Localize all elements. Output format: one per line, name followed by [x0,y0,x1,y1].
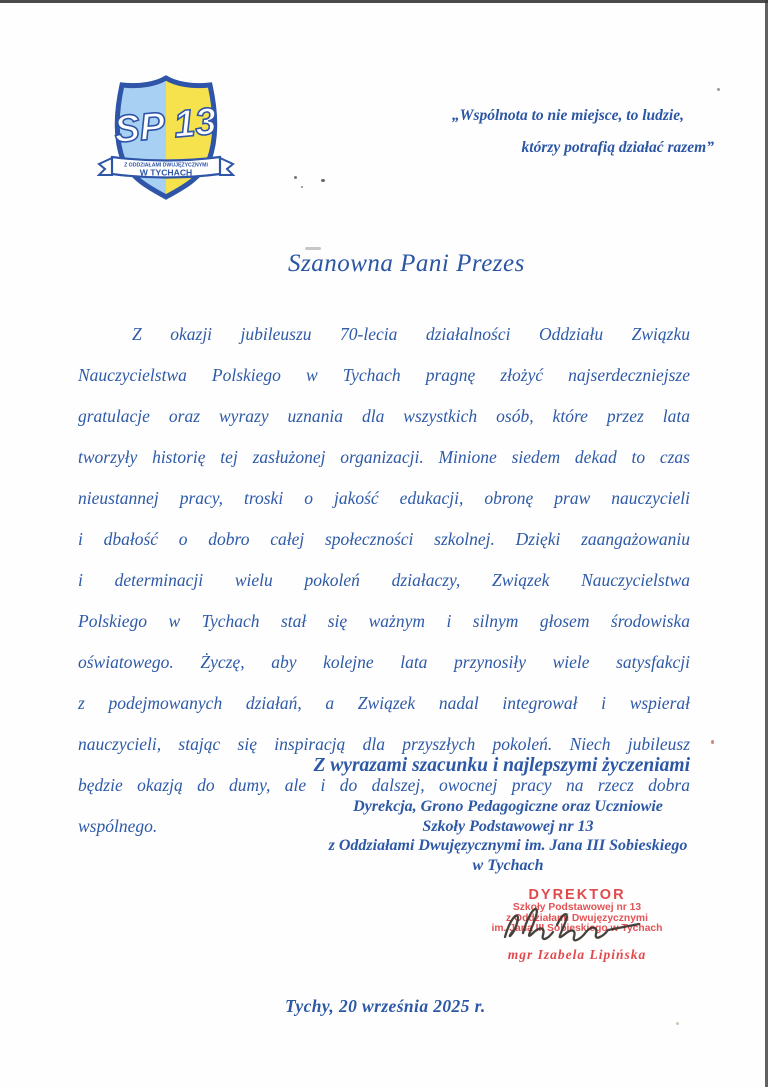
ribbon-line1: Z ODDZIAŁAMI DWUJĘZYCZNYMI [124,162,208,169]
scan-speck [711,740,714,744]
signature-block-line: Dyrekcja, Grono Pedagogiczne oraz Uczniowie [353,798,663,815]
shield-label: SP 13 [112,100,218,152]
signature-block [283,797,733,875]
scan-speck [676,1022,679,1025]
stamp-line: Szkoły Podstawowej nr 13 [512,902,642,913]
salutation: Szanowna Pani Prezes [288,250,525,277]
signature-block-line: w Tychach [472,856,544,874]
body-line: z podejmowanych działań, a Związek nadal integrował i wspierał [78,693,690,713]
motto-quote [452,100,714,164]
stamp-title: DYREKTOR [528,887,626,903]
stamp-line: z Oddziałami Dwujęzycznymi [506,912,648,924]
ribbon-left-fold [99,158,112,175]
body-line: tworzyły historię tej zasłużonej organizacji. Minione siedem dekad to czas [78,447,690,467]
ribbon-right-fold [220,158,233,175]
body-line: Z okazji jubileuszu 70-lecia działalności Oddziału Związku [132,324,690,344]
stamp-line: im. Jana III Sobieskiego w Tychach [491,923,663,935]
body-line: Polskiego w Tychach stał się ważnym i silnym głosem środowiska [78,611,690,631]
scan-speck [717,88,720,91]
motto-quote-line1: „Wspólnota to nie miejsce, to ludzie, [451,107,684,124]
body-line: i dbałość o dobro całej społeczności szkolnej. Dzięki zaangażowaniu [78,529,690,549]
ribbon-line2: W TYCHACH [139,167,193,178]
body-line: oświatowego. Życzę, aby kolejne lata przynosiły wiele satysfakcji [78,652,690,672]
motto-quote-line2: którzy potrafią działać razem” [521,139,714,156]
closing-line: Z wyrazami szacunku i najlepszymi życzeniami [313,755,690,776]
scan-edge-top [0,0,768,3]
signature-block-line: Szkoły Podstawowej nr 13 [422,817,594,835]
body-line: gratulacje oraz wyrazy uznania dla wszystkich osób, które przez lata [78,406,690,426]
handwritten-signature [497,897,649,949]
scan-speck [294,176,297,179]
body-line: i determinacji wielu pokoleń działaczy, Związek Nauczycielstwa [78,570,690,590]
school-crest-logo [96,74,236,202]
body-line: wspólnego. [78,816,158,836]
body-line: będzie okazją do dumy, ale i do dalszej, owocnej pracy na rzecz dobra [78,775,690,795]
body-line: nieustannej pracy, troski o jakość edukacji, obronę praw nauczycieli [78,488,690,508]
signature-block-line: z Oddziałami Dwujęzycznymi im. Jana III Sobieskiego [328,837,688,854]
date-line: Tychy, 20 września 2025 r. [285,996,486,1016]
scan-speck [321,179,325,182]
scan-speck [301,186,303,188]
body-line: Nauczycielstwa Polskiego w Tychach pragnę złożyć najserdeczniejsze [78,365,690,385]
body-line: nauczycieli, stając się inspiracją dla przyszłych pokoleń. Niech jubileusz [78,734,690,754]
stamp-signatory: mgr Izabela Lipińska [507,946,647,962]
